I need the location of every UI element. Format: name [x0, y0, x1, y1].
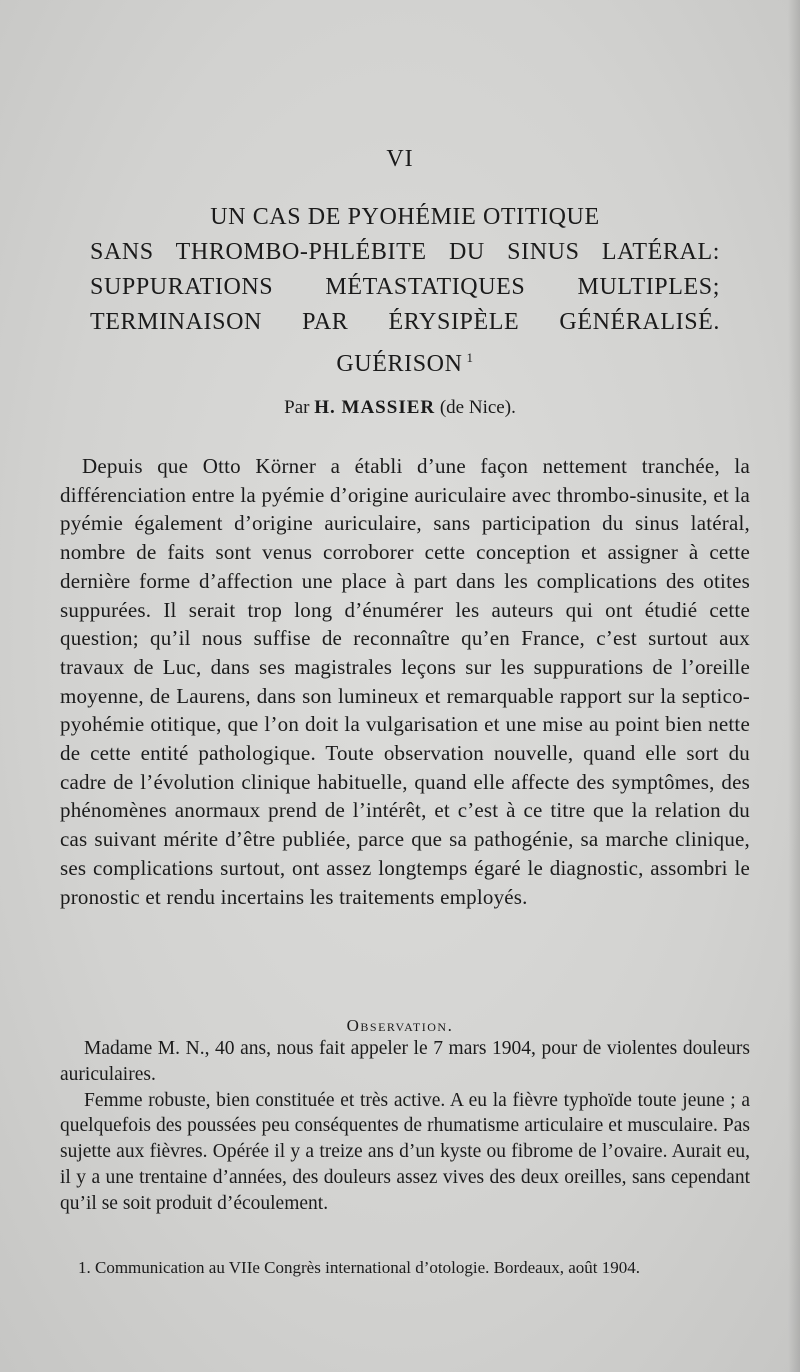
byline — [0, 397, 800, 419]
article-title — [90, 200, 720, 382]
author-affiliation: (de Nice). — [439, 397, 516, 418]
title-line-5-text: GUÉRISON — [336, 351, 463, 377]
title-line-3: SUPPURATIONS MÉTASTATIQUES MULTIPLES; — [90, 274, 720, 300]
title-line-4: TERMINAISON PAR ÉRYSIPÈLE GÉNÉRALISÉ. — [90, 309, 720, 335]
author-name: H. MASSIER — [314, 397, 436, 418]
chapter-number: VI — [386, 146, 414, 172]
observation-heading: Observation. — [346, 1016, 454, 1035]
footnote-text: 1. Communication au VIIe Congrès international d’otologie. Bordeaux, août 1904. — [78, 1258, 640, 1277]
title-line-5 — [90, 340, 720, 382]
title-line-1: UN CAS DE PYOHÉMIE OTITIQUE — [210, 204, 600, 230]
title-line-2: SANS THROMBO-PHLÉBITE DU SINUS LATÉRAL: — [90, 239, 720, 265]
footnote — [60, 1258, 750, 1278]
body-paragraph: Depuis que Otto Körner a établi d’une façon nettement tranchée, la différenciation entre la pyémie d’origine auriculaire avec thrombo-sinusite, et la pyémie également d’origine auriculaire, sans participation du sinus latéral, nombre de faits sont venus corroborer cette conception et assigner à cette dernière forme d’affection une place à part dans les complications des otites suppurées. Il serait trop long d’énumérer les auteurs qui ont étudié cette question; qu’il nous suffise de reconnaître qu’en France, c’est surtout aux travaux de Luc, dans ses magistrales leçons sur les suppurations de l’oreille moyenne, de Laurens, dans son lumineux et remarquable rapport sur la septico-pyohémie otitique, que l’on doit la vulgarisation et une mise au point bien nette de cette entité pathologique. Toute observation nouvelle, quand elle sort du cadre de l’évolution clinique habituelle, quand elle affecte des symptômes, des phénomènes anormaux prend de l’intérêt, et c’est à ce titre que la relation du cas suivant mérite d’être publiée, parce que sa pathogénie, sa marche clinique, ses complications surtout, ont assez longtemps égaré le diagnostic, assombri le pronostic et rendu incertains les traitements employés. — [60, 454, 750, 909]
page-edge-shadow — [788, 0, 800, 1372]
body-text — [60, 452, 750, 911]
byline-prefix: Par — [284, 397, 310, 418]
observation-paragraph-1: Madame M. N., 40 ans, nous fait appeler le 7 mars 1904, pour de violentes douleurs auriculaires. — [60, 1038, 750, 1085]
observation-paragraph-2: Femme robuste, bien constituée et très active. A eu la fièvre typhoïde toute jeune ; a quelquefois des poussées peu conséquentes de rhumatisme articulaire et musculaire. Pas sujette aux fièvres. Opérée il y a treize ans d’un kyste ou fibrome de l’ovaire. Aurait eu, il y a une trentaine d’années, des douleurs assez vives des deux oreilles, sans cependant qu’il se soit produit d’écoulement. — [60, 1089, 750, 1214]
footnote-reference: 1 — [466, 350, 474, 365]
observation-text — [60, 1036, 750, 1217]
